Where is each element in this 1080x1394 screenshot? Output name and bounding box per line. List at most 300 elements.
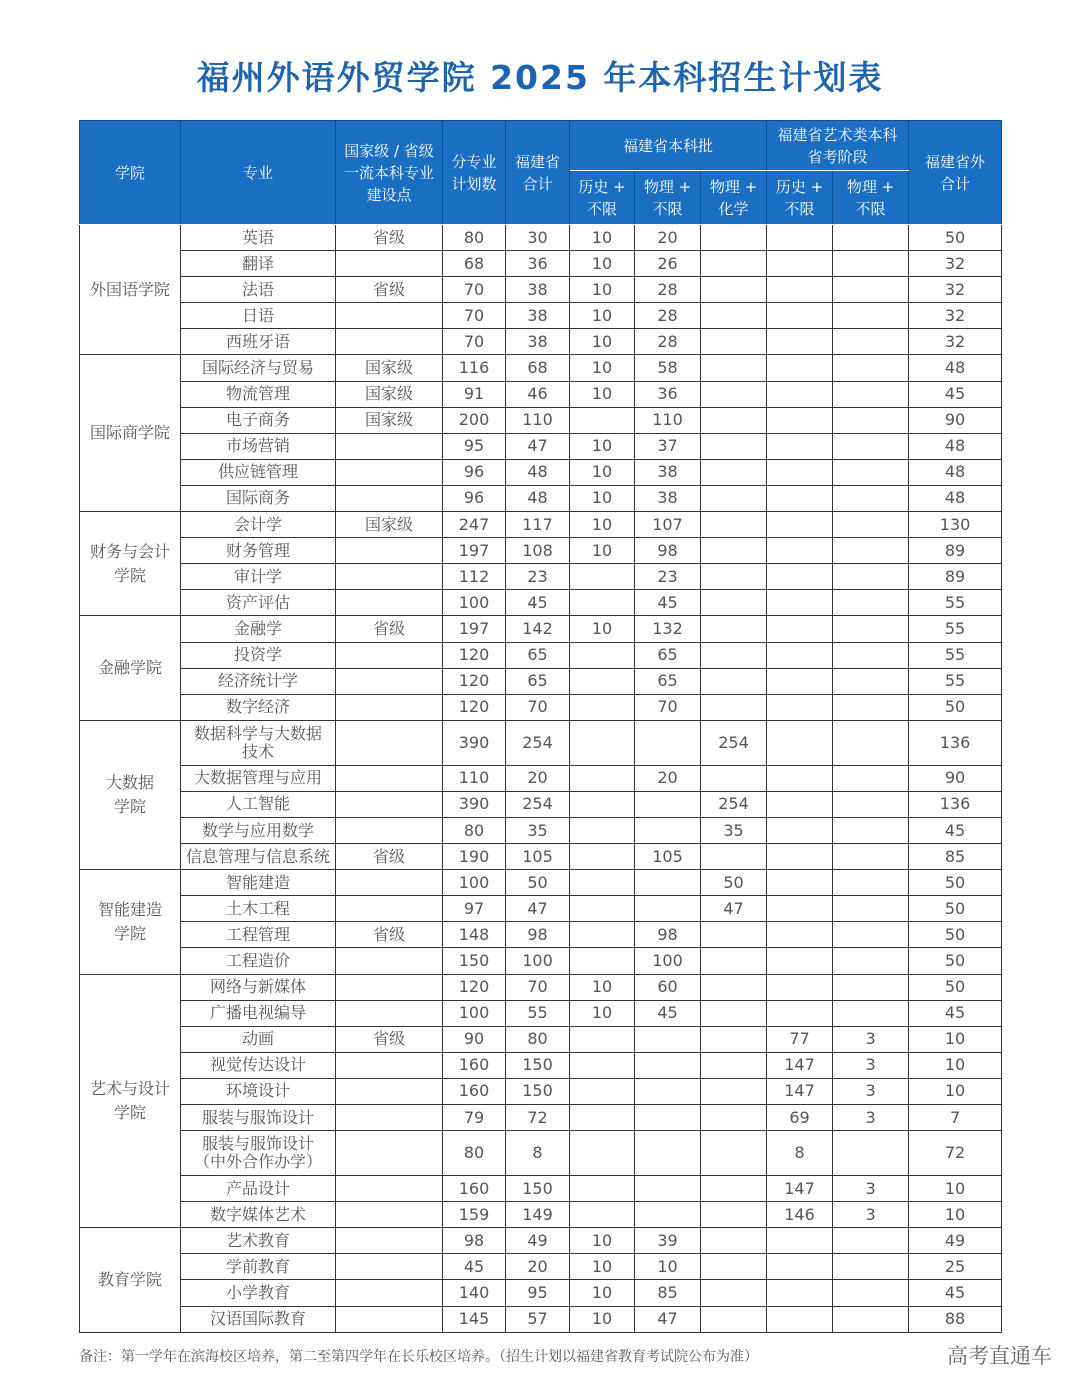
cell-level xyxy=(336,1131,443,1176)
cell-outside: 32 xyxy=(909,251,1002,277)
cell-plan: 160 xyxy=(443,1078,506,1104)
cell-plan: 390 xyxy=(443,720,506,765)
table-row xyxy=(80,251,1002,277)
cell-level xyxy=(336,974,443,1000)
table-row xyxy=(80,1202,1002,1228)
cell-fj-total: 48 xyxy=(506,485,570,511)
cell-physchem xyxy=(701,407,767,433)
cell-phys: 98 xyxy=(635,922,701,948)
cell-plan: 110 xyxy=(443,765,506,791)
cell-physchem xyxy=(701,1000,767,1026)
cell-hist xyxy=(570,765,635,791)
cell-hist xyxy=(570,1176,635,1202)
cell-major: 法语 xyxy=(181,277,336,303)
cell-fj-total: 20 xyxy=(506,765,570,791)
cell-level xyxy=(336,765,443,791)
cell-hist xyxy=(570,817,635,843)
table-row xyxy=(80,225,1002,251)
cell-fj-total: 117 xyxy=(506,512,570,538)
college-name: 国际商学院 xyxy=(80,355,181,512)
cell-hist: 10 xyxy=(570,974,635,1000)
cell-major: 艺术教育 xyxy=(181,1228,336,1254)
cell-outside: 50 xyxy=(909,922,1002,948)
cell-art-phys xyxy=(833,459,909,485)
cell-hist xyxy=(570,922,635,948)
cell-fj-total: 142 xyxy=(506,616,570,642)
cell-art-phys: 3 xyxy=(833,1202,909,1228)
cell-art-hist: 147 xyxy=(767,1078,833,1104)
cell-fj-total: 47 xyxy=(506,433,570,459)
cell-outside: 55 xyxy=(909,642,1002,668)
cell-hist xyxy=(570,1131,635,1176)
cell-fj-total: 49 xyxy=(506,1228,570,1254)
cell-plan: 96 xyxy=(443,459,506,485)
cell-level xyxy=(336,433,443,459)
cell-outside: 32 xyxy=(909,329,1002,355)
cell-plan: 120 xyxy=(443,694,506,720)
cell-major: 数字媒体艺术 xyxy=(181,1202,336,1228)
cell-outside: 48 xyxy=(909,485,1002,511)
cell-art-hist xyxy=(767,844,833,870)
cell-outside: 136 xyxy=(909,720,1002,765)
cell-art-phys xyxy=(833,1228,909,1254)
cell-hist xyxy=(570,1202,635,1228)
cell-phys: 65 xyxy=(635,668,701,694)
table-row xyxy=(80,870,1002,896)
cell-major: 信息管理与信息系统 xyxy=(181,844,336,870)
cell-art-hist xyxy=(767,538,833,564)
cell-phys: 100 xyxy=(635,948,701,974)
header-outside: 福建省外 合计 xyxy=(909,121,1002,225)
cell-art-hist: 147 xyxy=(767,1052,833,1078)
header-college: 学院 xyxy=(80,121,181,225)
cell-plan: 145 xyxy=(443,1306,506,1332)
cell-art-phys xyxy=(833,277,909,303)
cell-art-phys xyxy=(833,642,909,668)
cell-outside: 45 xyxy=(909,1000,1002,1026)
cell-level: 省级 xyxy=(336,1026,443,1052)
cell-major: 电子商务 xyxy=(181,407,336,433)
cell-level: 国家级 xyxy=(336,355,443,381)
cell-art-hist xyxy=(767,1306,833,1332)
cell-level xyxy=(336,817,443,843)
cell-major: 经济统计学 xyxy=(181,668,336,694)
cell-art-phys: 3 xyxy=(833,1078,909,1104)
cell-outside: 10 xyxy=(909,1176,1002,1202)
table-row xyxy=(80,896,1002,922)
cell-outside: 48 xyxy=(909,459,1002,485)
cell-phys xyxy=(635,1176,701,1202)
cell-art-hist xyxy=(767,1280,833,1306)
cell-major: 国际商务 xyxy=(181,485,336,511)
cell-art-phys xyxy=(833,303,909,329)
table-row xyxy=(80,765,1002,791)
cell-hist: 10 xyxy=(570,251,635,277)
cell-physchem xyxy=(701,225,767,251)
table-row xyxy=(80,303,1002,329)
cell-fj-total: 38 xyxy=(506,329,570,355)
cell-art-hist xyxy=(767,512,833,538)
cell-physchem xyxy=(701,694,767,720)
cell-physchem xyxy=(701,512,767,538)
cell-outside: 55 xyxy=(909,616,1002,642)
cell-outside: 50 xyxy=(909,870,1002,896)
cell-art-phys xyxy=(833,765,909,791)
table-row xyxy=(80,433,1002,459)
table-row xyxy=(80,355,1002,381)
cell-outside: 48 xyxy=(909,433,1002,459)
cell-physchem xyxy=(701,1176,767,1202)
table-row xyxy=(80,381,1002,407)
cell-major: 金融学 xyxy=(181,616,336,642)
cell-hist xyxy=(570,564,635,590)
cell-physchem xyxy=(701,564,767,590)
table-row xyxy=(80,1026,1002,1052)
cell-fj-total: 35 xyxy=(506,817,570,843)
cell-major: 产品设计 xyxy=(181,1176,336,1202)
cell-art-hist: 77 xyxy=(767,1026,833,1052)
table-row xyxy=(80,1105,1002,1131)
cell-phys: 105 xyxy=(635,844,701,870)
cell-physchem xyxy=(701,277,767,303)
cell-phys xyxy=(635,1131,701,1176)
cell-art-hist xyxy=(767,485,833,511)
cell-plan: 190 xyxy=(443,844,506,870)
cell-art-phys: 3 xyxy=(833,1105,909,1131)
cell-outside: 49 xyxy=(909,1228,1002,1254)
cell-physchem xyxy=(701,765,767,791)
cell-art-hist xyxy=(767,459,833,485)
college-name: 艺术与设计 学院 xyxy=(80,974,181,1228)
cell-plan: 70 xyxy=(443,277,506,303)
cell-fj-total: 20 xyxy=(506,1254,570,1280)
cell-physchem xyxy=(701,1202,767,1228)
cell-outside: 72 xyxy=(909,1131,1002,1176)
cell-art-hist xyxy=(767,433,833,459)
cell-hist: 10 xyxy=(570,512,635,538)
cell-phys xyxy=(635,720,701,765)
cell-plan: 120 xyxy=(443,668,506,694)
cell-level xyxy=(336,459,443,485)
cell-level xyxy=(336,668,443,694)
cell-plan: 95 xyxy=(443,433,506,459)
cell-phys: 98 xyxy=(635,538,701,564)
cell-physchem xyxy=(701,1026,767,1052)
cell-level: 省级 xyxy=(336,922,443,948)
table-row xyxy=(80,844,1002,870)
cell-phys: 107 xyxy=(635,512,701,538)
cell-physchem xyxy=(701,485,767,511)
cell-major: 西班牙语 xyxy=(181,329,336,355)
cell-level xyxy=(336,1228,443,1254)
cell-physchem xyxy=(701,433,767,459)
cell-phys: 58 xyxy=(635,355,701,381)
cell-plan: 79 xyxy=(443,1105,506,1131)
cell-hist: 10 xyxy=(570,485,635,511)
cell-art-phys xyxy=(833,1000,909,1026)
cell-fj-total: 98 xyxy=(506,922,570,948)
cell-art-hist xyxy=(767,251,833,277)
cell-major: 审计学 xyxy=(181,564,336,590)
cell-art-hist: 8 xyxy=(767,1131,833,1176)
cell-hist xyxy=(570,668,635,694)
cell-fj-total: 100 xyxy=(506,948,570,974)
cell-art-phys xyxy=(833,225,909,251)
cell-phys: 20 xyxy=(635,225,701,251)
cell-phys: 28 xyxy=(635,277,701,303)
cell-fj-total: 38 xyxy=(506,277,570,303)
cell-hist xyxy=(570,590,635,616)
cell-fj-total: 72 xyxy=(506,1105,570,1131)
cell-plan: 70 xyxy=(443,303,506,329)
cell-art-phys: 3 xyxy=(833,1026,909,1052)
table-row xyxy=(80,1306,1002,1332)
table-row xyxy=(80,668,1002,694)
cell-phys: 85 xyxy=(635,1280,701,1306)
college-name: 外国语学院 xyxy=(80,225,181,355)
cell-outside: 90 xyxy=(909,765,1002,791)
cell-art-phys xyxy=(833,485,909,511)
header-fj-batch: 福建省本科批 xyxy=(570,121,767,171)
cell-outside: 50 xyxy=(909,225,1002,251)
cell-fj-total: 47 xyxy=(506,896,570,922)
cell-art-hist xyxy=(767,1228,833,1254)
cell-phys: 26 xyxy=(635,251,701,277)
cell-level xyxy=(336,1306,443,1332)
cell-physchem xyxy=(701,303,767,329)
cell-art-hist xyxy=(767,694,833,720)
cell-art-phys xyxy=(833,512,909,538)
cell-major: 数据科学与大数据 技术 xyxy=(181,720,336,765)
cell-physchem: 254 xyxy=(701,720,767,765)
cell-plan: 97 xyxy=(443,896,506,922)
cell-level xyxy=(336,1202,443,1228)
cell-plan: 159 xyxy=(443,1202,506,1228)
cell-phys: 36 xyxy=(635,381,701,407)
cell-art-hist xyxy=(767,277,833,303)
cell-major: 工程管理 xyxy=(181,922,336,948)
cell-art-hist: 146 xyxy=(767,1202,833,1228)
cell-outside: 85 xyxy=(909,844,1002,870)
cell-hist xyxy=(570,1078,635,1104)
cell-plan: 80 xyxy=(443,1131,506,1176)
cell-major: 环境设计 xyxy=(181,1078,336,1104)
cell-outside: 50 xyxy=(909,948,1002,974)
cell-hist xyxy=(570,791,635,817)
cell-outside: 25 xyxy=(909,1254,1002,1280)
cell-level: 省级 xyxy=(336,844,443,870)
cell-plan: 90 xyxy=(443,1026,506,1052)
cell-major: 学前教育 xyxy=(181,1254,336,1280)
cell-plan: 150 xyxy=(443,948,506,974)
cell-fj-total: 254 xyxy=(506,791,570,817)
cell-fj-total: 65 xyxy=(506,668,570,694)
cell-physchem: 50 xyxy=(701,870,767,896)
cell-phys xyxy=(635,1202,701,1228)
cell-physchem xyxy=(701,668,767,694)
table-row xyxy=(80,791,1002,817)
cell-fj-total: 65 xyxy=(506,642,570,668)
cell-art-phys xyxy=(833,564,909,590)
table-row xyxy=(80,948,1002,974)
cell-major: 翻译 xyxy=(181,251,336,277)
cell-level xyxy=(336,1254,443,1280)
cell-hist xyxy=(570,1052,635,1078)
cell-outside: 50 xyxy=(909,974,1002,1000)
table-row xyxy=(80,407,1002,433)
cell-plan: 160 xyxy=(443,1176,506,1202)
cell-art-phys xyxy=(833,870,909,896)
cell-plan: 68 xyxy=(443,251,506,277)
cell-plan: 96 xyxy=(443,485,506,511)
cell-phys: 110 xyxy=(635,407,701,433)
cell-level xyxy=(336,538,443,564)
cell-art-phys xyxy=(833,381,909,407)
cell-level xyxy=(336,564,443,590)
cell-art-phys xyxy=(833,948,909,974)
cell-plan: 116 xyxy=(443,355,506,381)
cell-level xyxy=(336,251,443,277)
cell-fj-total: 68 xyxy=(506,355,570,381)
cell-physchem xyxy=(701,1254,767,1280)
cell-art-hist xyxy=(767,720,833,765)
cell-art-hist xyxy=(767,1000,833,1026)
cell-physchem xyxy=(701,1052,767,1078)
cell-art-hist xyxy=(767,668,833,694)
table-body xyxy=(80,225,1002,1333)
cell-phys xyxy=(635,817,701,843)
cell-hist xyxy=(570,642,635,668)
cell-plan: 100 xyxy=(443,870,506,896)
cell-outside: 45 xyxy=(909,1280,1002,1306)
cell-fj-total: 45 xyxy=(506,590,570,616)
cell-art-hist xyxy=(767,817,833,843)
cell-art-phys: 3 xyxy=(833,1176,909,1202)
cell-outside: 50 xyxy=(909,896,1002,922)
cell-phys xyxy=(635,896,701,922)
cell-hist: 10 xyxy=(570,538,635,564)
cell-major: 数字经济 xyxy=(181,694,336,720)
cell-fj-total: 38 xyxy=(506,303,570,329)
table-row xyxy=(80,1254,1002,1280)
cell-art-hist: 147 xyxy=(767,1176,833,1202)
cell-art-phys xyxy=(833,1131,909,1176)
header-level: 国家级 / 省级 一流本科专业 建设点 xyxy=(336,121,443,225)
cell-major: 市场营销 xyxy=(181,433,336,459)
cell-art-phys xyxy=(833,355,909,381)
cell-art-phys xyxy=(833,1280,909,1306)
cell-art-hist xyxy=(767,381,833,407)
cell-phys: 28 xyxy=(635,303,701,329)
cell-art-phys xyxy=(833,1254,909,1280)
cell-fj-total: 46 xyxy=(506,381,570,407)
cell-level: 国家级 xyxy=(336,381,443,407)
cell-physchem xyxy=(701,590,767,616)
cell-hist: 10 xyxy=(570,1280,635,1306)
cell-major: 国际经济与贸易 xyxy=(181,355,336,381)
cell-art-hist xyxy=(767,1254,833,1280)
cell-physchem xyxy=(701,616,767,642)
cell-fj-total: 70 xyxy=(506,694,570,720)
cell-major: 动画 xyxy=(181,1026,336,1052)
header-art-batch: 福建省艺术类本科 省考阶段 xyxy=(767,121,909,171)
cell-major: 物流管理 xyxy=(181,381,336,407)
cell-hist: 10 xyxy=(570,616,635,642)
cell-art-hist xyxy=(767,974,833,1000)
cell-plan: 197 xyxy=(443,616,506,642)
cell-level xyxy=(336,485,443,511)
cell-level xyxy=(336,1280,443,1306)
college-name: 智能建造 学院 xyxy=(80,870,181,974)
cell-plan: 120 xyxy=(443,974,506,1000)
cell-hist: 10 xyxy=(570,1228,635,1254)
table-row xyxy=(80,1052,1002,1078)
cell-art-hist xyxy=(767,922,833,948)
cell-level xyxy=(336,329,443,355)
cell-hist: 10 xyxy=(570,459,635,485)
cell-fj-total: 36 xyxy=(506,251,570,277)
cell-outside: 10 xyxy=(909,1202,1002,1228)
cell-major: 投资学 xyxy=(181,642,336,668)
cell-major: 英语 xyxy=(181,225,336,251)
cell-physchem xyxy=(701,355,767,381)
cell-physchem xyxy=(701,1306,767,1332)
cell-hist: 10 xyxy=(570,1254,635,1280)
cell-outside: 7 xyxy=(909,1105,1002,1131)
cell-art-hist xyxy=(767,407,833,433)
table-row xyxy=(80,277,1002,303)
cell-fj-total: 150 xyxy=(506,1052,570,1078)
cell-art-phys xyxy=(833,974,909,1000)
cell-phys xyxy=(635,1026,701,1052)
cell-plan: 98 xyxy=(443,1228,506,1254)
table-row xyxy=(80,616,1002,642)
cell-hist: 10 xyxy=(570,277,635,303)
cell-phys: 60 xyxy=(635,974,701,1000)
cell-level xyxy=(336,1105,443,1131)
cell-plan: 91 xyxy=(443,381,506,407)
cell-fj-total: 30 xyxy=(506,225,570,251)
cell-major: 小学教育 xyxy=(181,1280,336,1306)
cell-plan: 390 xyxy=(443,791,506,817)
college-name: 大数据 学院 xyxy=(80,720,181,869)
table-row xyxy=(80,922,1002,948)
cell-art-hist: 69 xyxy=(767,1105,833,1131)
cell-major: 供应链管理 xyxy=(181,459,336,485)
cell-phys: 23 xyxy=(635,564,701,590)
cell-art-hist xyxy=(767,590,833,616)
cell-outside: 88 xyxy=(909,1306,1002,1332)
cell-physchem xyxy=(701,1280,767,1306)
cell-physchem xyxy=(701,642,767,668)
cell-level xyxy=(336,720,443,765)
cell-phys: 10 xyxy=(635,1254,701,1280)
cell-hist xyxy=(570,948,635,974)
cell-art-hist xyxy=(767,765,833,791)
cell-major: 日语 xyxy=(181,303,336,329)
header-art-hist: 历史 + 不限 xyxy=(767,171,833,225)
cell-hist xyxy=(570,896,635,922)
cell-art-phys xyxy=(833,590,909,616)
cell-outside: 45 xyxy=(909,381,1002,407)
watermark: 高考直通车 xyxy=(947,1344,1052,1368)
cell-phys: 39 xyxy=(635,1228,701,1254)
table-row xyxy=(80,485,1002,511)
cell-phys: 37 xyxy=(635,433,701,459)
cell-plan: 197 xyxy=(443,538,506,564)
cell-outside: 10 xyxy=(909,1026,1002,1052)
cell-outside: 130 xyxy=(909,512,1002,538)
